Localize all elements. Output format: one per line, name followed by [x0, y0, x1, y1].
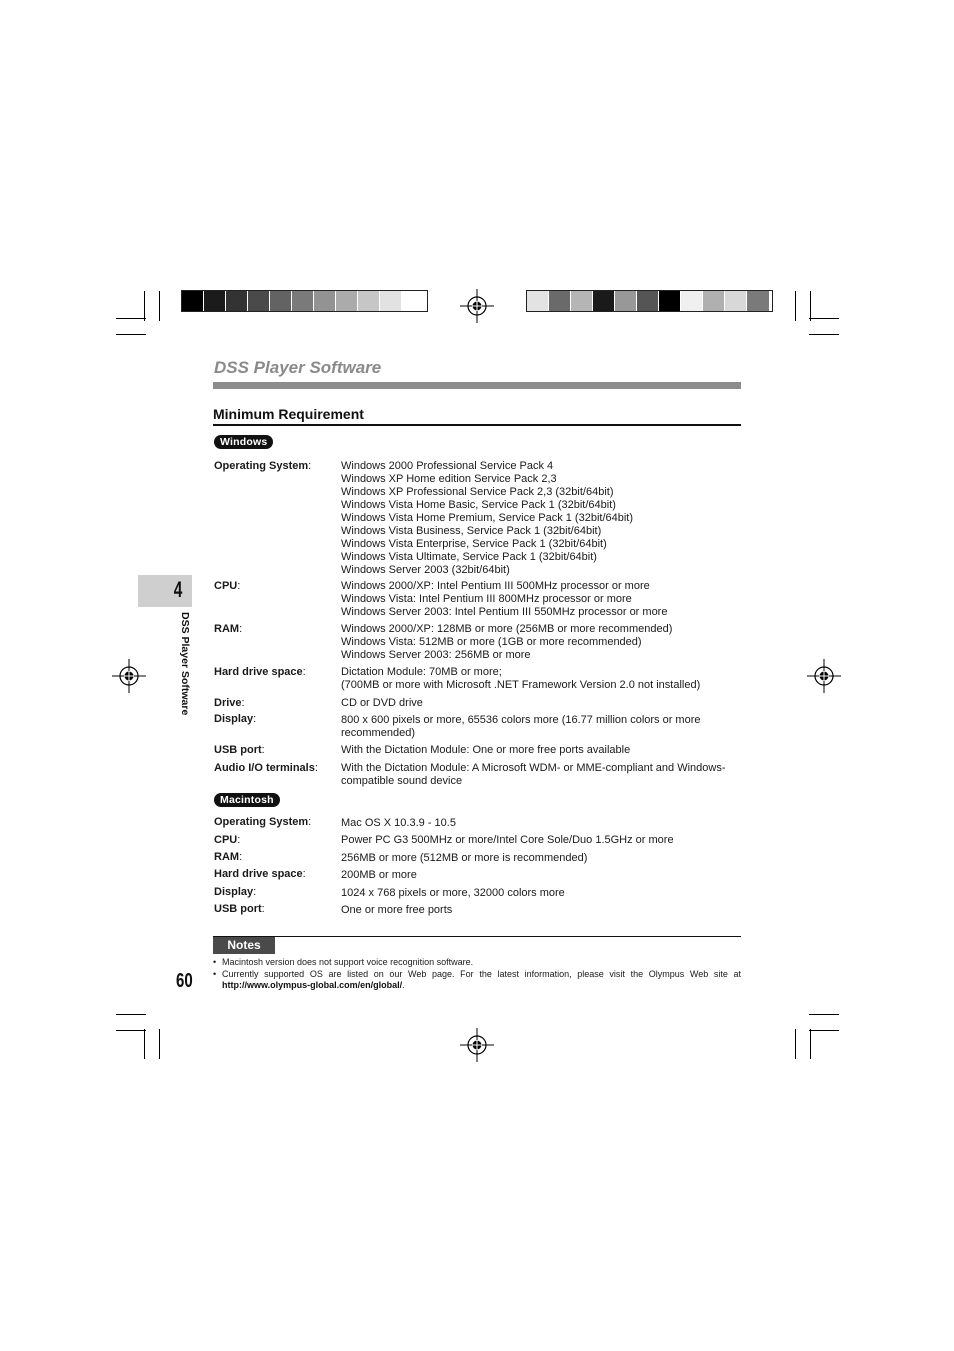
spec-value: Windows Server 2003 (32bit/64bit): [341, 564, 510, 576]
calibration-swatch: [725, 291, 747, 311]
calibration-swatch: [571, 291, 593, 311]
spec-value: Windows Vista Home Premium, Service Pack 1 (32bit/64bit): [341, 512, 634, 524]
note-text: Currently supported OS are listed on our Web page. For the latest information, please visit the Olympus Web site at: [222, 968, 741, 979]
spec-value: With the Dictation Module: One or more free ports available: [341, 744, 631, 756]
note-item: [213, 969, 741, 992]
calibration-swatch: [637, 291, 659, 311]
spec-label: CPU: [214, 580, 238, 592]
spec-label: Operating System: [214, 460, 309, 472]
section-title: Minimum Requirement: [213, 406, 364, 422]
calibration-swatch: [226, 291, 248, 311]
spec-label: CPU: [214, 834, 238, 846]
calibration-swatch: [358, 291, 380, 311]
notes-list: [213, 957, 741, 992]
spec-label: Display: [214, 886, 254, 898]
chapter-tab: [138, 575, 192, 607]
section-rule: [213, 424, 741, 426]
spec-label: Audio I/O terminals: [214, 762, 315, 774]
spec-label: Hard drive space: [214, 868, 303, 880]
spec-value: 256MB or more (512MB or more is recommended): [341, 852, 588, 864]
calibration-swatch: [615, 291, 637, 311]
calibration-swatch: [336, 291, 358, 311]
spec-value: (700MB or more with Microsoft .NET Framework Version 2.0 not installed): [341, 679, 701, 691]
macintosh-badge: Macintosh: [214, 793, 280, 807]
registration-mark-top-icon: [460, 289, 494, 323]
calibration-swatch: [703, 291, 725, 311]
spec-value: Mac OS X 10.3.9 - 10.5: [341, 817, 456, 829]
spec-value: CD or DVD drive: [341, 697, 423, 709]
calibration-swatch: [549, 291, 571, 311]
calibration-swatch: [204, 291, 226, 311]
calibration-bar-right: [526, 290, 773, 312]
spec-value: One or more free ports: [341, 904, 453, 916]
spec-value: Windows Vista Enterprise, Service Pack 1 (32bit/64bit): [341, 538, 607, 550]
spec-value: Windows Vista Business, Service Pack 1 (32bit/64bit): [341, 525, 602, 537]
registration-mark-left-icon: [112, 659, 146, 693]
notes-heading: Notes: [213, 937, 275, 954]
spec-value: Windows XP Home edition Service Pack 2,3: [341, 473, 557, 485]
running-header-title: DSS Player Software: [214, 358, 382, 377]
spec-value: With the Dictation Module: A Microsoft WDM- or MME-compliant and Windows-compatible sound device: [341, 762, 726, 787]
spec-value: Dictation Module: 70MB or more;: [341, 666, 502, 678]
spec-value: Windows Vista: 512MB or more (1GB or more recommended): [341, 636, 642, 648]
registration-mark-bottom-icon: [460, 1028, 494, 1062]
header-rule: [213, 382, 741, 389]
spec-value: Windows Server 2003: 256MB or more: [341, 649, 531, 661]
calibration-swatch: [182, 291, 204, 311]
olympus-website-link[interactable]: http://www.olympus-global.com/en/global/: [222, 980, 403, 990]
chapter-number: 4: [173, 577, 183, 602]
chapter-side-text: DSS Player Software: [179, 612, 191, 716]
bullet: •: [213, 968, 217, 979]
spec-label: USB port: [214, 903, 262, 915]
note-suffix: .: [402, 980, 405, 990]
note-text: Macintosh version does not support voice recognition software.: [222, 957, 474, 967]
spec-value: 1024 x 768 pixels or more, 32000 colors more: [341, 887, 565, 899]
calibration-swatch: [248, 291, 270, 311]
calibration-swatch: [314, 291, 336, 311]
spec-value: Windows 2000/XP: 128MB or more (256MB or more recommended): [341, 623, 673, 635]
spec-value: Power PC G3 500MHz or more/Intel Core Sole/Duo 1.5GHz or more: [341, 834, 674, 846]
calibration-swatch: [747, 291, 769, 311]
spec-value: Windows XP Professional Service Pack 2,3 (32bit/64bit): [341, 486, 614, 498]
spec-value: 800 x 600 pixels or more, 65536 colors more (16.77 million colors or more recommended): [341, 714, 701, 739]
chapter-side-label: [178, 612, 192, 732]
spec-label: Drive: [214, 697, 242, 709]
spec-label: RAM: [214, 623, 240, 635]
calibration-swatch: [593, 291, 615, 311]
spec-label: Operating System: [214, 816, 309, 828]
calibration-swatch: [270, 291, 292, 311]
spec-label: RAM: [214, 851, 240, 863]
calibration-swatch: [527, 291, 549, 311]
spec-value: 200MB or more: [341, 869, 417, 881]
notes-rule: [213, 936, 741, 937]
spec-value: Windows 2000/XP: Intel Pentium III 500MHz processor or more: [341, 580, 650, 592]
calibration-swatch: [659, 291, 681, 311]
calibration-bar-left: [181, 290, 428, 312]
calibration-swatch: [681, 291, 703, 311]
spec-value: Windows Vista: Intel Pentium III 800MHz processor or more: [341, 593, 632, 605]
note-item: [213, 957, 741, 969]
spec-value: Windows Server 2003: Intel Pentium III 550MHz processor or more: [341, 606, 668, 618]
spec-value: Windows 2000 Professional Service Pack 4: [341, 460, 554, 472]
calibration-swatch: [292, 291, 314, 311]
windows-badge: Windows: [214, 435, 273, 449]
spec-value: Windows Vista Home Basic, Service Pack 1 (32bit/64bit): [341, 499, 616, 511]
bullet: •: [213, 957, 217, 967]
spec-value: Windows Vista Ultimate, Service Pack 1 (32bit/64bit): [341, 551, 597, 563]
calibration-swatch: [380, 291, 402, 311]
spec-label: Display: [214, 713, 254, 725]
calibration-swatch: [402, 291, 424, 311]
registration-mark-right-icon: [807, 659, 841, 693]
spec-label: USB port: [214, 744, 262, 756]
spec-label: Hard drive space: [214, 666, 303, 678]
page-number: 60: [176, 970, 193, 992]
